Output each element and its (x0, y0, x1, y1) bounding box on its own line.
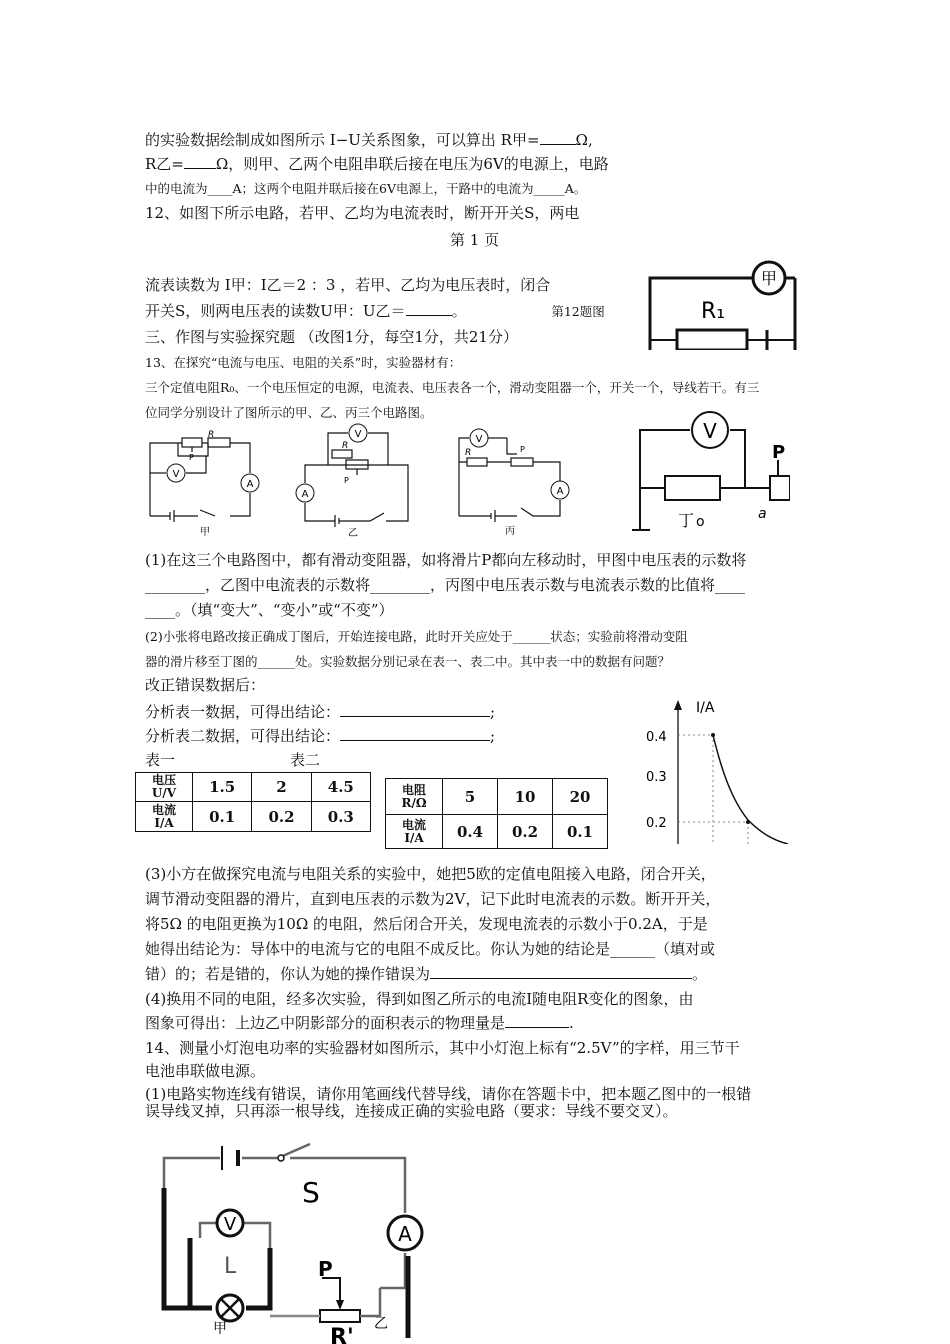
svg-text:P: P (520, 445, 525, 454)
q3-line-e: 错）的；若是错的，你认为她的操作错误为 。 (145, 965, 708, 983)
q1-line-c: ____。（填“变大”、“变小”或“不变”） (145, 601, 394, 619)
q14-line-a: 14、测量小灯泡电功率的实验器材如图所示，其中小灯泡上标有“2.5V”的字样，用三节干 (145, 1039, 740, 1057)
line-1: 的实验数据绘制成如图所示 I−U关系图象，可以算出 R甲= Ω, (145, 131, 593, 149)
line-4: 12、如图下所示电路，若甲、乙均为电流表时，断开开关S，两电 (145, 204, 580, 222)
q4-line-a: (4)换用不同的电阻，经多次实验，得到如图乙所示的电流I随电阻R变化的图象，由 (145, 990, 694, 1008)
resistor-r1 (677, 330, 747, 350)
q2-line-b: 器的滑片移至丁图的______处。实验数据分别记录在表一、表二中。其中表一中的数据有问题？ (145, 654, 671, 669)
line-10: 位同学分别设计了图所示的甲、乙、丙三个电路图。 (145, 405, 433, 420)
table2-title: 表二 (290, 751, 321, 769)
line-6: 开关S，则两电压表的读数U甲：U乙＝ 。 第12题图 (145, 302, 605, 320)
page-number: 第 1 页 (450, 231, 500, 249)
line-3: 中的电流为____A；这两个电阻并联后接在6V电源上，干路中的电流为_____A。 (145, 181, 587, 196)
svg-text:乙: 乙 (374, 1316, 388, 1332)
table-one: 电压 U/V 1.5 2 4.5 电流 I/A 0.1 0.2 0.3 (135, 772, 371, 832)
q3-line-a: (3)小方在做探究电流与电阻关系的实验中，她把5欧的定值电阻接入电路，闭合开关， (145, 865, 716, 883)
svg-text:丁: 丁 (678, 511, 695, 530)
circuit-yi (290, 423, 418, 538)
svg-text:甲: 甲 (760, 269, 778, 288)
svg-text:V: V (475, 434, 483, 445)
q14-line-b: 电池串联做电源。 (145, 1062, 266, 1080)
svg-text:P: P (772, 442, 786, 463)
svg-text:A: A (246, 479, 254, 490)
section-three-heading: 三、作图与实验探究题 （改图1分，每空1分，共21分） (145, 328, 518, 346)
svg-text:V: V (223, 1214, 237, 1235)
q1-line-a: (1)在这三个电路图中，都有滑动变阻器，如将滑片P都向左移动时，甲图中电压表的示数将 (145, 551, 747, 569)
svg-text:A: A (398, 1222, 412, 1246)
svg-text:乙: 乙 (348, 528, 358, 538)
q3-line-b: 调节滑动变阻器的滑片，直到电压表的示数为2V，记下此时电流表的示数。断开开关， (145, 890, 721, 908)
svg-text:0.2: 0.2 (646, 816, 667, 831)
line-2: R乙= Ω，则甲、乙两个电阻串联后接在电压为6V的电源上，电路 (145, 155, 609, 173)
svg-text:a: a (758, 506, 767, 522)
q1-line-b: ________，乙图中电流表的示数将________，丙图中电压表示数与电流表示数的比值将____ (145, 576, 746, 594)
svg-text:R: R (342, 441, 349, 451)
q4-line-b: 图象可得出：上边乙中阴影部分的面积表示的物理量是 . (145, 1014, 574, 1032)
svg-text:0.3: 0.3 (646, 770, 667, 785)
svg-text:V: V (172, 469, 180, 480)
svg-text:P: P (318, 1257, 333, 1281)
q2-line-a: (2)小张将电路改接正确成丁图后，开始连接电路，此时开关应处于______状态；实验前将滑动变阻 (145, 629, 688, 644)
svg-text:R: R (208, 430, 215, 440)
q2-line-c: 改正错误数据后： (145, 676, 266, 694)
line-8: 13、在探究“电流与电压、电阻的关系”时，实验器材有： (145, 355, 462, 370)
svg-text:P: P (344, 476, 349, 485)
circuit-jia (140, 428, 265, 536)
svg-text:R': R' (330, 1325, 354, 1344)
svg-text:V: V (354, 429, 362, 440)
table1-title: 表一 (145, 751, 176, 769)
q2-line-d: 分析表一数据，可得出结论： ; (145, 703, 496, 721)
circuit-ding (630, 400, 790, 535)
svg-text:o: o (696, 514, 705, 530)
svg-text:A: A (556, 486, 564, 497)
current-resistance-graph (640, 692, 800, 844)
q14-line-d: 误导线叉掉，只再添一根导线，连接成正确的实验电路（要求：导线不要交叉）。 (145, 1102, 678, 1120)
svg-text:L: L (224, 1254, 237, 1279)
svg-text:A: A (301, 489, 309, 500)
svg-text:S: S (302, 1176, 320, 1209)
q2-line-e: 分析表二数据，可得出结论： ; (145, 727, 496, 745)
table-two: 电阻 R/Ω 5 10 20 电流 I/A 0.4 0.2 0.1 (385, 778, 608, 849)
svg-text:I/A: I/A (696, 700, 715, 716)
fig12-caption: 第12题图 (551, 304, 605, 319)
svg-text:P: P (189, 453, 194, 462)
q3-line-c: 将5Ω 的电阻更换为10Ω 的电阻，然后闭合开关，发现电流表的示数小于0.2A，于是 (145, 915, 708, 933)
fig12-circuit (645, 252, 800, 350)
svg-text:0.4: 0.4 (646, 730, 667, 745)
svg-text:R₁: R₁ (700, 299, 726, 324)
svg-text:甲: 甲 (213, 1321, 227, 1337)
q3-line-d: 她得出结论为：导体中的电流与它的电阻不成反比。你认为她的结论是______（填对或 (145, 940, 716, 958)
svg-text:V: V (703, 419, 717, 443)
line-5: 流表读数为 I甲：I乙＝2 ：3 ，若甲、乙均为电压表时，闭合 (145, 276, 551, 294)
circuit-physical (150, 1138, 430, 1344)
svg-text:丙: 丙 (505, 526, 515, 536)
svg-text:R: R (465, 448, 472, 458)
svg-text:甲: 甲 (200, 527, 210, 536)
q14-line-c: (1)电路实物连线有错误，请你用笔画线代替导线，请你在答题卡中，把本题乙图中的一根错 (145, 1085, 752, 1103)
circuit-bing (445, 428, 575, 536)
line-9: 三个定值电阻R₀、一个电压恒定的电源，电流表、电压表各一个，滑动变阻器一个，开关一个，导线若干。有三 (145, 380, 760, 395)
